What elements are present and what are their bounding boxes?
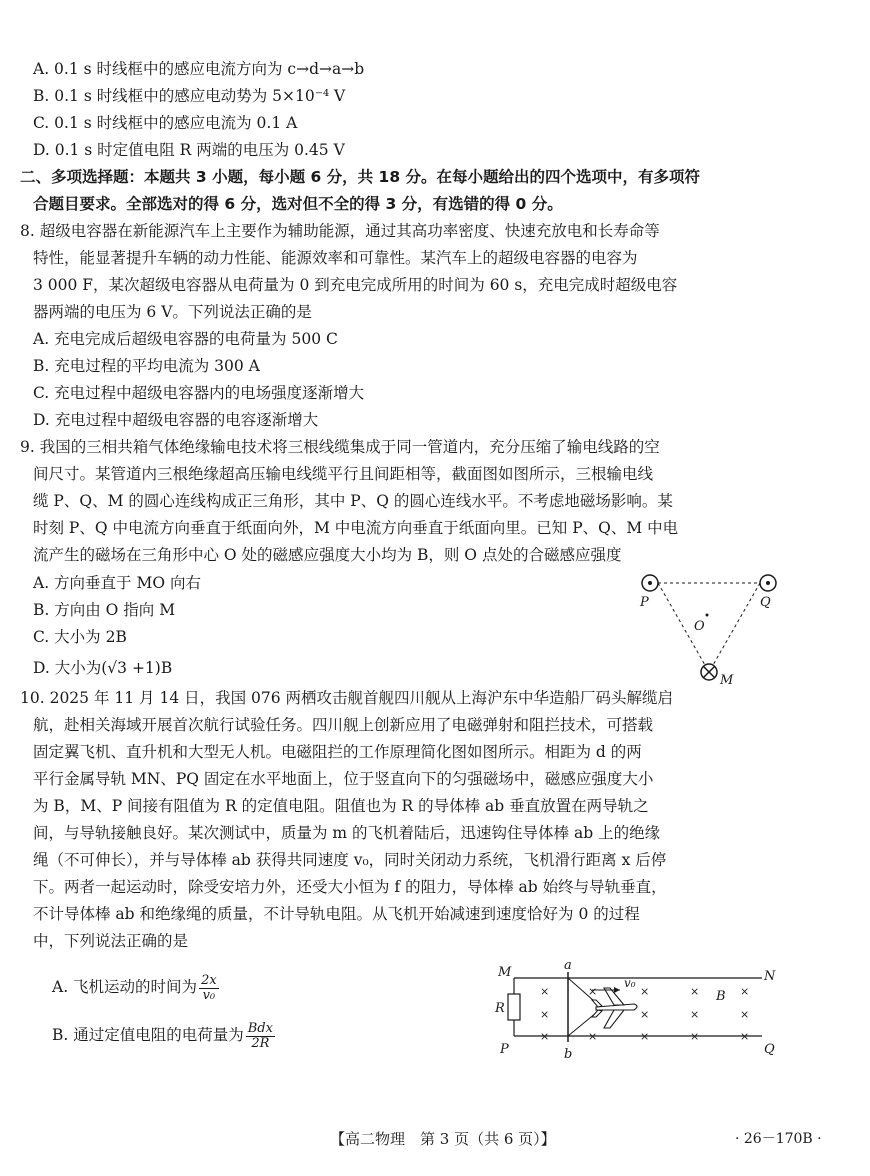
q7-option-b: B. 0.1 s 时线框中的感应电动势为 5×10⁻⁴ V [33, 87, 346, 105]
q8-stem-line3: 3 000 F，某次超级电容器从电荷量为 0 到充电完成所用的时间为 60 s，充电完成时超级电容 [33, 276, 678, 294]
q10-stem-line10: 中，下列说法正确的是 [33, 932, 189, 950]
q10-option-b-denominator: 2R [251, 1035, 270, 1051]
q8-option-c: C. 充电过程中超级电容器内的电场强度逐渐增大 [33, 384, 365, 402]
q10-stem-line6: 间，与导轨接触良好。某次测试中，质量为 m 的飞机着陆后，迅速钩住导体棒 ab 上的绝缘 [33, 824, 661, 842]
q10-option-b-prefix: B. 通过定值电阻的电荷量为 [52, 1026, 244, 1044]
q10-label-m: M [498, 965, 512, 980]
q10-label-b-end: b [564, 1047, 573, 1062]
q9-center-o [706, 614, 709, 617]
q10-option-a-denominator: v₀ [202, 987, 216, 1003]
svg-text:×: × [588, 1030, 598, 1043]
q10-stem-line1: 10. 2025 年 11 月 14 日，我国 076 两栖攻击舰首舰四川舰从上海沪东中华造船厂码头解缆启 [20, 689, 674, 707]
q10-option-b-fraction [246, 1022, 275, 1051]
q9-cable-p [642, 575, 658, 591]
q10-label-v0: v₀ [624, 976, 636, 990]
q9-label-o: O [694, 619, 705, 634]
q8-stem-line4: 器两端的电压为 6 V。下列说法正确的是 [33, 303, 312, 321]
svg-text:×: × [640, 985, 650, 998]
q8-option-d: D. 充电过程中超级电容器的电容逐渐增大 [33, 411, 319, 429]
section2-header-line2: 合题目要求。全部选对的得 6 分，选对但不全的得 3 分，有选错的得 0 分。 [33, 195, 563, 213]
svg-text:×: × [740, 1030, 750, 1043]
q9-stem-line2: 间尺寸。某管道内三根绝缘超高压输电线缆平行且间距相等，截面图如图所示，三根输电线 [33, 465, 654, 483]
q9-stem-line1: 9. 我国的三相共箱气体绝缘输电技术将三根线缆集成于同一管道内，充分压缩了输电线路的空 [20, 438, 660, 456]
q10-stem-line3: 固定翼飞机、直升机和大型无人机。电磁阻拦的工作原理简化图如图所示。相距为 d 的两 [33, 743, 642, 761]
q9-option-a: A. 方向垂直于 MO 向右 [33, 574, 201, 592]
section2-header-line1: 二、多项选择题：本题共 3 小题，每小题 6 分，共 18 分。在每小题给出的四个选项中，有多项符 [20, 168, 701, 186]
q10-label-p: P [500, 1042, 509, 1057]
q9-option-b: B. 方向由 O 指向 M [33, 601, 176, 619]
q10-stem-line4: 平行金属导轨 MN、PQ 固定在水平地面上，位于竖直向下的匀强磁场中，磁感应强度大小 [33, 770, 654, 788]
q10-option-a-fraction [199, 974, 219, 1003]
q10-option-a-numerator: 2x [201, 972, 217, 988]
q9-label-m: M [720, 673, 734, 688]
q10-option-a-prefix: A. 飞机运动的时间为 [52, 978, 198, 996]
q9-cable-m [701, 664, 717, 680]
q7-option-c: C. 0.1 s 时线框中的感应电流为 0.1 A [33, 114, 298, 132]
q8-stem-line2: 特性，能显著提升车辆的动力性能、能源效率和可靠性。某汽车上的超级电容器的电容为 [33, 249, 638, 267]
q10-label-n: N [764, 969, 776, 984]
q10-resistor [508, 994, 520, 1020]
svg-text:×: × [540, 985, 550, 998]
q10-label-r: R [495, 1001, 505, 1016]
svg-text:×: × [690, 1008, 700, 1021]
svg-text:×: × [588, 985, 598, 998]
q9-option-d: D. 大小为(√3 +1)B [33, 659, 173, 677]
q7-option-d: D. 0.1 s 时定值电阻 R 两端的电压为 0.45 V [33, 141, 345, 159]
svg-text:×: × [540, 1008, 550, 1021]
q10-velocity-arrowhead [614, 987, 620, 993]
q8-option-a: A. 充电完成后超级电容器的电荷量为 500 C [33, 330, 338, 348]
q9-line-qm [709, 583, 760, 672]
q10-option-a [52, 970, 219, 1004]
page-footer [0, 1128, 870, 1158]
svg-text:×: × [640, 1030, 650, 1043]
q9-stem-line4: 时刻 P、Q 中电流方向垂直于纸面向外，M 中电流方向垂直于纸面向里。已知 P、Q、M 中电 [33, 519, 679, 537]
q8-option-b: B. 充电过程的平均电流为 300 A [33, 357, 260, 375]
svg-text:×: × [640, 1008, 650, 1021]
q10-stem-line8: 下。两者一起运动时，除受安培力外，还受大小恒为 f 的阻力，导体棒 ab 始终与导轨垂直， [33, 878, 667, 896]
airplane-icon [592, 988, 637, 1028]
q9-figure [630, 568, 800, 688]
q9-stem-line5: 流产生的磁场在三角形中心 O 处的磁感应强度大小均为 B，则 O 点处的合磁感应强度 [33, 546, 622, 564]
q10-option-b-numerator: Bdx [247, 1020, 273, 1036]
footer-page-info: 【高二物理 第 3 页（共 6 页）】 [330, 1130, 556, 1148]
footer-code: · 26－170B · [735, 1131, 822, 1147]
q10-label-q: Q [764, 1042, 775, 1057]
svg-text:×: × [690, 1030, 700, 1043]
q9-label-q: Q [760, 595, 771, 610]
q10-label-b: B [716, 989, 726, 1004]
q9-option-c: C. 大小为 2B [33, 628, 127, 646]
q7-option-a: A. 0.1 s 时线框中的感应电流方向为 c→d→a→b [33, 60, 365, 78]
q10-stem-line5: 为 B，M、P 间接有阻值为 R 的定值电阻。阻值也为 R 的导体棒 ab 垂直放置在两导轨之 [33, 797, 649, 815]
q9-label-p: P [640, 595, 649, 610]
q10-stem-line7: 绳（不可伸长），并与导体棒 ab 获得共同速度 v₀，同时关闭动力系统，飞机滑行距离 x 后停 [33, 851, 667, 869]
svg-text:×: × [740, 1008, 750, 1021]
q10-stem-line9: 不计导体棒 ab 和绝缘绳的质量，不计导轨电阻。从飞机开始减速到速度恰好为 0 的过程 [33, 905, 640, 923]
svg-text:×: × [690, 985, 700, 998]
q9-stem-line3: 缆 P、Q、M 的圆心连线构成正三角形，其中 P、Q 的圆心连线水平。不考虑地磁场影响。某 [33, 492, 673, 510]
q8-stem-line1: 8. 超级电容器在新能源汽车上主要作为辅助能源，通过其高功率密度、快速充放电和长寿命等 [20, 222, 660, 240]
q10-figure [490, 960, 790, 1070]
svg-text:×: × [740, 985, 750, 998]
q10-option-b [52, 1018, 275, 1052]
svg-text:×: × [540, 1030, 550, 1043]
q10-label-a: a [564, 960, 572, 973]
q10-stem-line2: 航，赴相关海域开展首次航行试验任务。四川舰上创新应用了电磁弹射和阻拦技术，可搭载 [33, 716, 654, 734]
q9-cable-q [760, 575, 776, 591]
